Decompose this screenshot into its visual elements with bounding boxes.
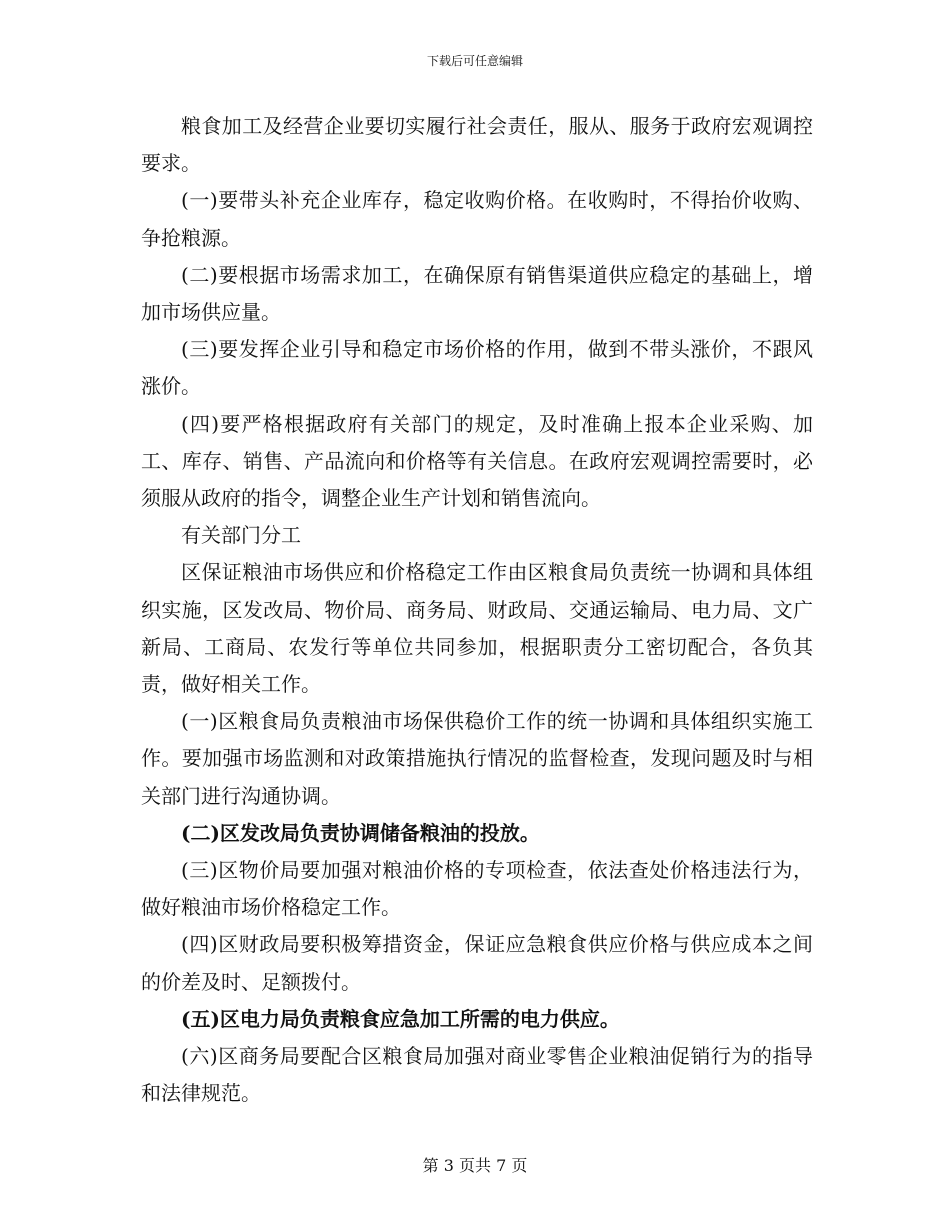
paragraph: (三)要发挥企业引导和稳定市场价格的作用，做到不带头涨价，不跟风涨价。 — [141, 337, 813, 399]
page-header-note: 下载后可任意编辑 — [426, 54, 523, 68]
section-heading: 有关部门分工 — [181, 523, 301, 548]
paragraph: 区保证粮油市场供应和价格稳定工作由区粮食局负责统一协调和具体组织实施，区发改局、物价局、商务局、财政局、交通运输局、电力局、文广新局、工商局、农发行等单位共同参加，根据职责分工密切配合，各负其责，做好相关工作。 — [141, 560, 813, 697]
paragraph: (一)区粮食局负责粮油市场保供稳价工作的统一协调和具体组织实施工作。要加强市场监测和对政策措施执行情况的监督检查，发现问题及时与相关部门进行沟通协调。 — [141, 709, 813, 808]
paragraph-bold: (五)区电力局负责粮食应急加工所需的电力供应。 — [181, 1006, 620, 1031]
paragraph: (六)区商务局要配合区粮食局加强对商业零售企业粮油促销行为的指导和法律规范。 — [141, 1044, 813, 1106]
paragraph: (二)要根据市场需求加工，在确保原有销售渠道供应稳定的基础上，增加市场供应量。 — [141, 262, 813, 325]
paragraph: (一)要带头补充企业库存，稳定收购价格。在收购时，不得抬价收购、争抢粮源。 — [141, 188, 813, 250]
document-body — [141, 108, 813, 1112]
paragraph: (三)区物价局要加强对粮油价格的专项检查，依法查处价格违法行为，做好粮油市场价格稳定工作。 — [141, 858, 813, 920]
paragraph: 粮食加工及经营企业要切实履行社会责任，服从、服务于政府宏观调控要求。 — [141, 114, 813, 176]
paragraph: (四)要严格根据政府有关部门的规定，及时准确上报本企业采购、加工、库存、销售、产品流向和价格等有关信息。在政府宏观调控需要时，必须服从政府的指令，调整企业生产计划和销售流向。 — [141, 411, 813, 511]
page-number-footer: 第 3 页共 7 页 — [422, 1156, 528, 1175]
paragraph: (四)区财政局要积极筹措资金，保证应急粮食供应价格与供应成本之间的价差及时、足额拨付。 — [141, 932, 813, 994]
paragraph-bold: (二)区发改局负责协调储备粮油的投放。 — [181, 820, 540, 845]
